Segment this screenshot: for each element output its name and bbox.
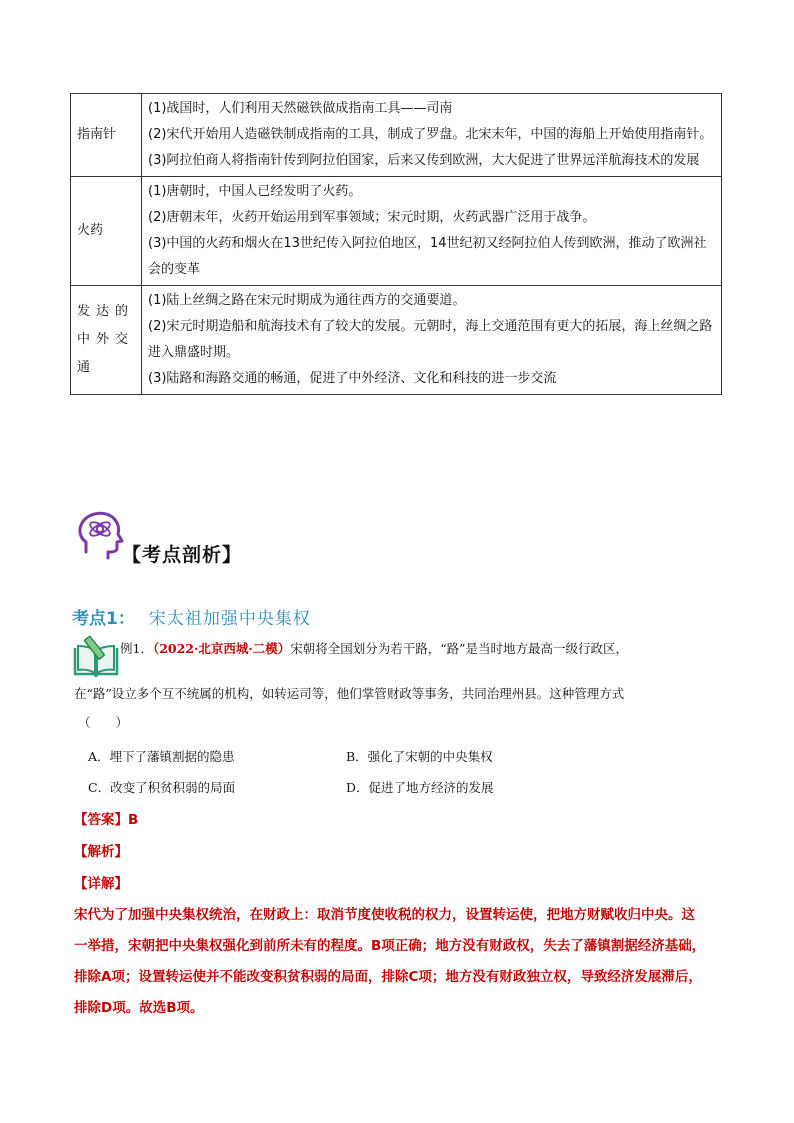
row-body-compass <box>142 94 722 177</box>
table-line: (2)唐朝末年，火药开始运用到军事领域；宋元时期，火药武器广泛用于战争。 <box>148 210 596 225</box>
topic-heading <box>72 604 311 629</box>
table-line: (2)宋代开始用人造磁铁制成指南的工具，制成了罗盘。北宋末年，中国的海船上开始使用指南针。 <box>148 127 713 142</box>
row-body-traffic <box>142 286 722 395</box>
question-blank: （ ） <box>78 715 129 730</box>
table-line: (3)中国的火药和烟火在13世纪传入阿拉伯地区，14世纪初又经阿拉伯人传到欧洲，推动了欧洲社会的变革 <box>148 236 707 277</box>
detail-explanation <box>74 900 724 1024</box>
table-line: (3)陆路和海路交通的畅通，促进了中外经济、文化和科技的进一步交流 <box>148 371 557 386</box>
knowledge-table <box>70 93 722 395</box>
option-a: A．埋下了藩镇割据的隐患 <box>88 749 235 764</box>
row-head-gunpowder: 火药 <box>71 177 142 286</box>
table-line: (3)阿拉伯商人将指南针传到阿拉伯国家，后来又传到欧洲，大大促进了世界远洋航海技术的发展 <box>148 153 700 168</box>
brain-head-icon <box>74 508 128 562</box>
option-b: B．强化了宋朝的中央集权 <box>346 749 493 764</box>
question-source: （2022·北京西城·二模） <box>152 641 291 656</box>
notebook-pencil-icon <box>72 634 120 678</box>
question-prefix: 例1． <box>120 641 153 656</box>
option-c: C．改变了积贫积弱的局面 <box>88 780 236 795</box>
table-row <box>71 177 722 286</box>
row-head-traffic: 发达的中外交通 <box>71 286 142 395</box>
option-d: D．促进了地方经济的发展 <box>346 780 494 795</box>
table-row <box>71 286 722 395</box>
detail-label: 【详解】 <box>74 876 128 892</box>
table-line: (1)唐朝时，中国人已经发明了火药。 <box>148 184 362 199</box>
table-row <box>71 94 722 177</box>
table-line: (2)宋元时期造船和航海技术有了较大的发展。元朝时，海上交通范围有更大的拓展，海上丝绸之路进入鼎盛时期。 <box>148 319 713 360</box>
detail-line: 排除A项；设置转运使并不能改变积贫积弱的局面，排除C项；地方没有财政独立权，导致经济发展滞后， <box>74 969 702 985</box>
row-body-gunpowder <box>142 177 722 286</box>
detail-line: 排除D项。故选B项。 <box>74 1000 204 1016</box>
detail-line: 宋代为了加强中央集权统治，在财政上：取消节度使收税的权力，设置转运使，把地方财赋收归中央。这 <box>74 907 695 923</box>
section-title: 【考点剖析】 <box>122 544 243 566</box>
detail-line: 一举措，宋朝把中央集权强化到前所未有的程度。B项正确；地方没有财政权，失去了藩镇割据经济基础， <box>74 938 706 954</box>
question-line-1 <box>120 639 628 657</box>
section-header <box>74 508 374 568</box>
row-head-compass: 指南针 <box>71 94 142 177</box>
table-line: (1)陆上丝绸之路在宋元时期成为通往西方的交通要道。 <box>148 293 466 308</box>
analysis-label: 【解析】 <box>74 844 128 860</box>
topic-title: 宋太祖加强中央集权 <box>148 609 311 629</box>
table-line: (1)战国时，人们利用天然磁铁做成指南工具——司南 <box>148 101 453 116</box>
question-stem-1: 宋朝将全国划分为若干路，“路”是当时地方最高一级行政区， <box>290 641 628 656</box>
answer-line: 【答案】B <box>74 812 139 828</box>
topic-label: 考点1： <box>72 609 135 629</box>
question-stem-2: 在“路”设立多个互不统属的机构，如转运司等，他们掌管财政等事务，共同治理州县。这种管理方式 <box>74 686 625 701</box>
